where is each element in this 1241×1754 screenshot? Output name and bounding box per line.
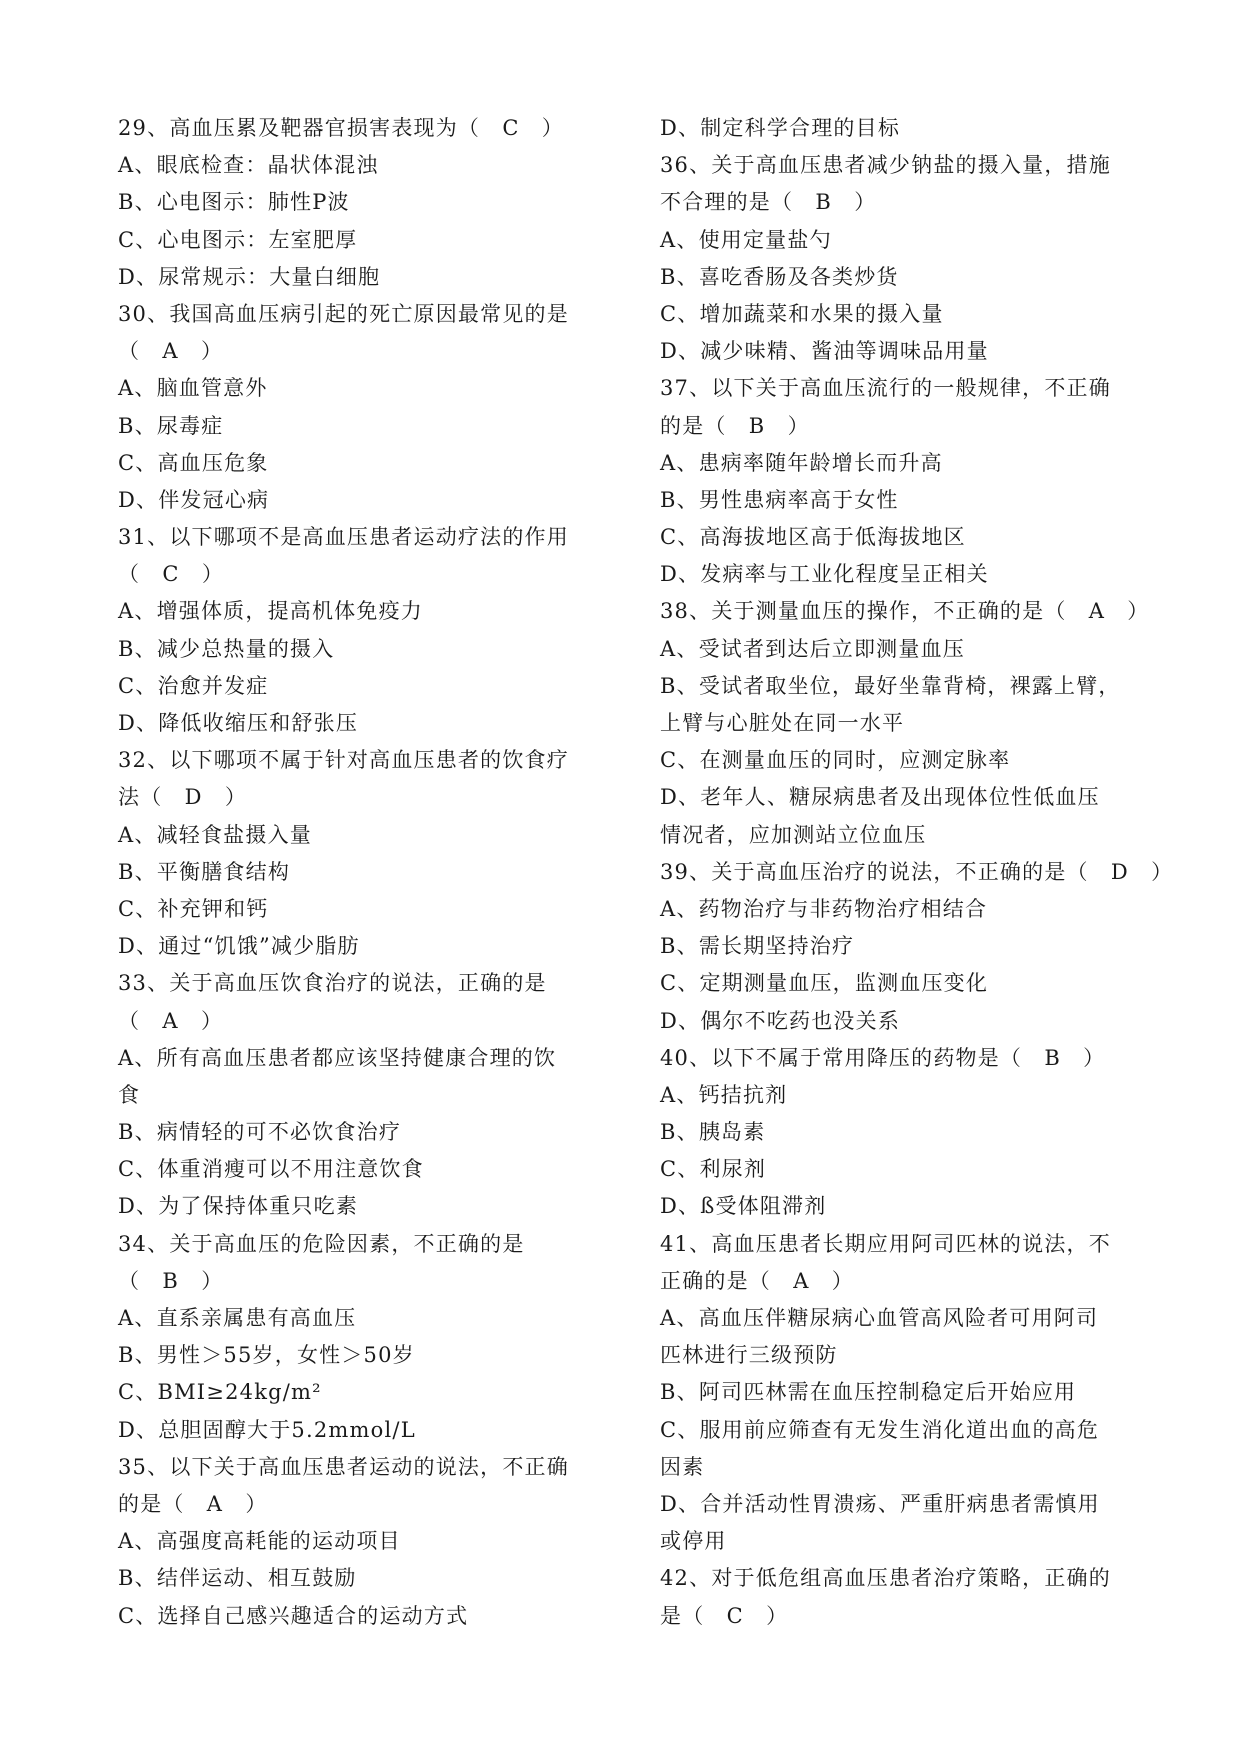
text-line: B、男性患病率高于女性 [660,487,899,512]
text-line: 的是（ B ） [660,413,810,438]
text-line: D、偶尔不吃药也没关系 [660,1008,901,1033]
text-line: 法（ D ） [118,785,248,810]
text-line: D、总胆固醇大于5.2mmol/L [118,1417,416,1442]
text-line: 33、关于高血压饮食治疗的说法，正确的是 [118,971,547,996]
text-line: C、高血压危象 [118,450,269,475]
text-line: A、药物治疗与非药物治疗相结合 [660,896,988,921]
text-line: 因素 [660,1454,705,1479]
text-line: C、体重消瘦可以不用注意饮食 [118,1157,424,1182]
text-line: B、胰岛素 [660,1120,766,1145]
text-line: B、阿司匹林需在血压控制稳定后开始应用 [660,1380,1077,1405]
text-line: C、增加蔬菜和水果的摄入量 [660,301,944,326]
text-line: 34、关于高血压的危险因素，不正确的是 [118,1231,525,1256]
text-line: D、降低收缩压和舒张压 [118,711,359,735]
text-line: 上臂与心脏处在同一水平 [660,711,905,735]
text-line: D、伴发冠心病 [118,487,270,512]
text-line: D、尿常规示：大量白细胞 [118,264,381,289]
text-line: C、服用前应筛查有无发生消化道出血的高危 [660,1417,1100,1442]
text-line: 匹林进行三级预防 [660,1343,838,1368]
text-line: 食 [118,1082,141,1107]
text-line: D、发病率与工业化程度呈正相关 [660,562,989,587]
text-line: 38、关于测量血压的操作，不正确的是（ A ） [660,599,1150,624]
text-line: C、高海拔地区高于低海拔地区 [660,525,966,550]
text-line: （ B ） [118,1268,224,1293]
text-line: B、心电图示：肺性P波 [118,190,350,215]
text-line: C、选择自己感兴趣适合的运动方式 [118,1603,469,1628]
text-line: A、使用定量盐勺 [660,227,832,252]
text-line: 42、对于低危组高血压患者治疗策略，正确的 [660,1566,1111,1591]
text-line: 30、我国高血压病引起的死亡原因最常见的是 [118,301,569,326]
text-line: C、心电图示：左室肥厚 [118,227,358,252]
text-line: B、平衡膳食结构 [118,859,291,884]
text-line: B、尿毒症 [118,413,224,438]
text-line: 32、以下哪项不属于针对高血压患者的饮食疗 [118,748,569,773]
text-line: D、老年人、糖尿病患者及出现体位性低血压 [660,785,1100,810]
text-line: B、喜吃香肠及各类炒货 [660,264,899,289]
text-line: B、减少总热量的摄入 [118,636,335,661]
text-line: D、通过“饥饿”减少脂肪 [118,934,360,959]
text-line: C、BMI≥24kg/m² [118,1380,322,1405]
text-line: 不合理的是（ B ） [660,190,877,215]
text-line: 41、高血压患者长期应用阿司匹林的说法，不 [660,1231,1111,1256]
text-line: 正确的是（ A ） [660,1268,854,1293]
text-line: 39、关于高血压治疗的说法，不正确的是（ D ） [660,859,1174,884]
text-line: D、为了保持体重只吃素 [118,1194,359,1219]
text-line: 情况者，应加测站立位血压 [660,822,927,847]
text-line: A、患病率随年龄增长而升高 [660,450,943,475]
text-line: B、受试者取坐位，最好坐靠背椅，裸露上臂， [660,673,1121,698]
text-line: B、需长期坚持治疗 [660,934,855,959]
text-line: D、ß受体阻滞剂 [660,1194,827,1219]
text-line: A、高强度高耗能的运动项目 [118,1529,401,1554]
text-line: （ A ） [118,339,224,364]
text-line: C、在测量血压的同时，应测定脉率 [660,748,1011,773]
text-line: D、制定科学合理的目标 [660,116,901,140]
text-line: C、补充钾和钙 [118,896,269,921]
text-line: 35、以下关于高血压患者运动的说法，不正确 [118,1454,569,1479]
text-line: 或停用 [660,1529,727,1554]
text-line: C、利尿剂 [660,1157,767,1182]
text-line: A、所有高血压患者都应该坚持健康合理的饮 [118,1045,557,1070]
text-line: 29、高血压累及靶器官损害表现为（ C ） [118,116,564,140]
text-line: A、减轻食盐摄入量 [118,822,312,847]
text-line: D、减少味精、酱油等调味品用量 [660,339,989,364]
text-line: 的是（ A ） [118,1491,268,1516]
text-line: B、结伴运动、相互鼓励 [118,1566,357,1591]
text-line: D、合并活动性胃溃疡、严重肝病患者需慎用 [660,1491,1100,1516]
text-line: 31、以下哪项不是高血压患者运动疗法的作用 [118,525,569,550]
text-line: B、病情轻的可不必饮食治疗 [118,1120,402,1145]
text-line: A、增强体质，提高机体免疫力 [118,599,423,624]
left-column [118,110,578,1635]
text-line: （ C ） [118,562,225,587]
text-line: 40、以下不属于常用降压的药物是（ B ） [660,1045,1106,1070]
text-line: A、高血压伴糖尿病心血管高风险者可用阿司 [660,1306,1099,1330]
text-line: 36、关于高血压患者减少钠盐的摄入量，措施 [660,153,1111,178]
text-line: A、受试者到达后立即测量血压 [660,636,965,661]
text-line: 是（ C ） [660,1603,789,1628]
text-line: （ A ） [118,1008,224,1033]
text-line: B、男性＞55岁，女性＞50岁 [118,1343,415,1368]
right-column [660,110,1174,1635]
text-line: A、直系亲属患有高血压 [118,1306,357,1330]
text-line: 37、以下关于高血压流行的一般规律，不正确 [660,376,1111,401]
text-line: C、治愈并发症 [118,673,269,698]
text-line: A、眼底检查：晶状体混浊 [118,153,379,178]
text-line: C、定期测量血压，监测血压变化 [660,971,989,996]
text-line: A、钙拮抗剂 [660,1082,788,1107]
text-line: A、脑血管意外 [118,376,268,401]
